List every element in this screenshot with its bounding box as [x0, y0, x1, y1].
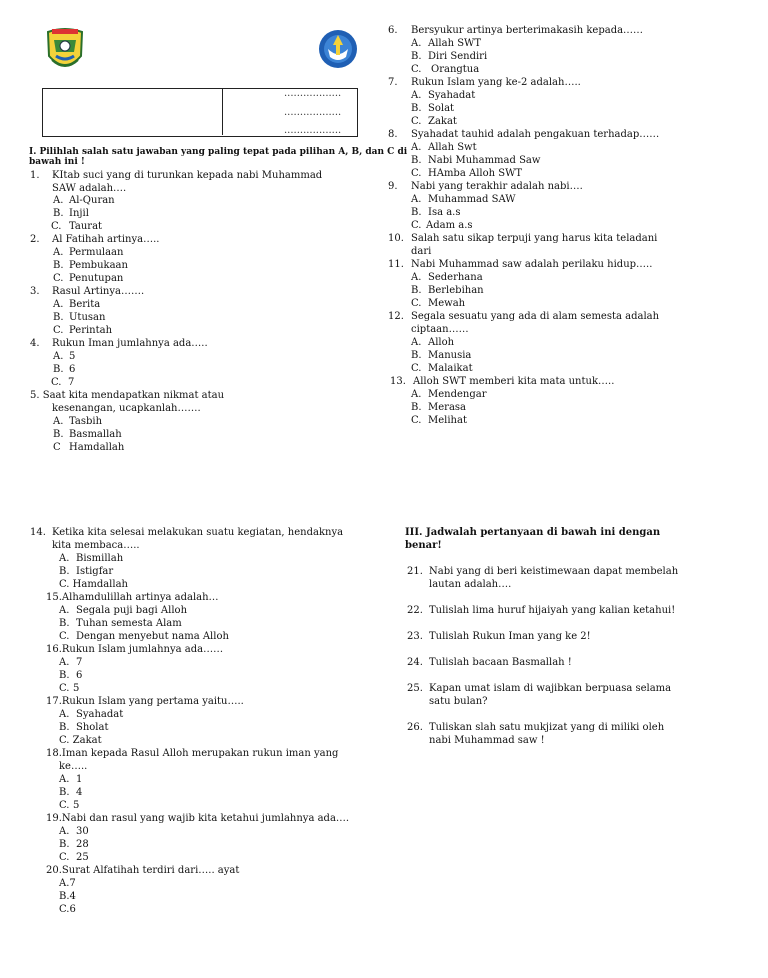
q13-num: 13.: [390, 376, 406, 387]
identity-dots-2: ..................: [284, 107, 342, 118]
q4-option-b: 6: [69, 364, 76, 375]
q18-option-b: 4: [76, 787, 83, 798]
q17-option-c: C. Zakat: [59, 735, 102, 746]
q6-option-c-label: C.: [411, 64, 422, 75]
q5-option-a-label: A.: [53, 416, 64, 427]
q11-num: 11.: [388, 259, 404, 270]
q13-option-c-label: C.: [411, 415, 422, 426]
q16-option-a-label: A.: [59, 657, 70, 668]
q5-text: 5. Saat kita mendapatkan nikmat atau: [30, 390, 225, 401]
q2-num: 2.: [30, 234, 40, 245]
q12-option-a: Alloh: [428, 337, 455, 348]
q15-option-c: Dengan menyebut nama Alloh: [76, 631, 229, 642]
q2-option-a: Permulaan: [69, 247, 124, 258]
q14-option-b-label: B.: [59, 566, 70, 577]
q3-option-c: Perintah: [69, 325, 113, 336]
q19-option-b-label: B.: [59, 839, 70, 850]
q9-option-a-label: A.: [411, 194, 422, 205]
q17-option-a-label: A.: [59, 709, 70, 720]
q8-option-a-label: A.: [411, 142, 422, 153]
regency-emblem-icon: [44, 26, 86, 74]
q11-option-c: Mewah: [428, 298, 466, 309]
q16-option-b: 6: [76, 670, 83, 681]
q13-option-a: Mendengar: [428, 389, 487, 400]
q18-option-a-label: A.: [59, 774, 70, 785]
q6-text: Bersyukur artinya berterimakasih kepada……: [411, 25, 644, 36]
q25-text: Kapan umat islam di wajibkan berpuasa selama: [429, 683, 672, 694]
q12-num: 12.: [388, 311, 404, 322]
q4-option-a: 5: [69, 351, 76, 362]
section3-title-2: benar!: [405, 540, 442, 551]
q7-option-b-label: B.: [411, 103, 422, 114]
q6-option-c: Orangtua: [431, 64, 480, 75]
q2-option-b-label: B.: [53, 260, 64, 271]
q3-text: Rasul Artinya…….: [52, 286, 145, 297]
q13-option-a-label: A.: [411, 389, 422, 400]
q13-option-b-label: B.: [411, 402, 422, 413]
section1-instruction-line1: I. Pilihlah salah satu jawaban yang paling tepat pada pilihan A, B, dan C di: [29, 147, 408, 157]
q9-num: 9.: [388, 181, 398, 192]
q12-option-b-label: B.: [411, 350, 422, 361]
q25-num: 25.: [407, 683, 423, 694]
q6-option-b: Diri Sendiri: [428, 51, 488, 62]
q11-option-b: Berlebihan: [428, 285, 484, 296]
q6-option-a-label: A.: [411, 38, 422, 49]
q22-text: Tulislah lima huruf hijaiyah yang kalian ketahui!: [429, 605, 676, 616]
q9-option-a: Muhammad SAW: [428, 194, 516, 205]
q1-text: KItab suci yang di turunkan kepada nabi Muhammad: [52, 170, 323, 181]
q4-num: 4.: [30, 338, 40, 349]
q12-option-a-label: A.: [411, 337, 422, 348]
q1-option-c-label: C.: [51, 221, 62, 232]
q12-text-2: ciptaan……: [411, 324, 469, 335]
q20-text: 20.Surat Alfatihah terdiri dari….. ayat: [46, 865, 240, 876]
q5-option-b-label: B.: [53, 429, 64, 440]
q9-text: Nabi yang terakhir adalah nabi….: [411, 181, 583, 192]
q13-text: Alloh SWT memberi kita mata untuk…..: [413, 376, 615, 387]
q26-text: Tuliskan slah satu mukjizat yang di miliki oleh: [429, 722, 665, 733]
q5-text-2: kesenangan, ucapkanlah…….: [52, 403, 201, 414]
q8-num: 8.: [388, 129, 398, 140]
q13-option-b: Merasa: [428, 402, 466, 413]
q13-option-c: Melihat: [428, 415, 467, 426]
q16-option-a: 7: [76, 657, 83, 668]
q9-option-c: Adam a.s: [426, 220, 473, 231]
q2-option-c-label: C.: [53, 273, 64, 284]
q5-option-a: Tasbih: [69, 416, 103, 427]
q3-option-a: Berita: [69, 299, 101, 310]
q1-option-a-label: A.: [53, 195, 64, 206]
q14-text-2: kita membaca…..: [52, 540, 140, 551]
q5-option-b: Basmallah: [69, 429, 122, 440]
q21-text: Nabi yang di beri keistimewaan dapat membelah: [429, 566, 679, 577]
q11-option-c-label: C.: [411, 298, 422, 309]
q18-option-a: 1: [76, 774, 83, 785]
q14-num: 14.: [30, 527, 46, 538]
q8-option-b-label: B.: [411, 155, 422, 166]
q19-option-a-label: A.: [59, 826, 70, 837]
q6-num: 6.: [388, 25, 398, 36]
q18-option-c: 5: [73, 800, 80, 811]
q24-num: 24.: [407, 657, 423, 668]
q8-option-a: Allah Swt: [428, 142, 477, 153]
q20-option-b: B.4: [59, 891, 76, 902]
q19-option-c-label: C.: [59, 852, 70, 863]
q12-option-c: Malaikat: [428, 363, 473, 374]
q8-text: Syahadat tauhid adalah pengakuan terhadap……: [411, 129, 660, 140]
q14-option-a: Bismillah: [76, 553, 124, 564]
q10-text: Salah satu sikap terpuji yang harus kita teladani: [411, 233, 658, 244]
q15-option-a: Segala puji bagi Alloh: [76, 605, 188, 616]
q7-option-a: Syahadat: [428, 90, 476, 101]
q3-option-b-label: B.: [53, 312, 64, 323]
q23-text: Tulislah Rukun Iman yang ke 2!: [429, 631, 591, 642]
q1-option-c: Taurat: [69, 221, 103, 232]
q14-option-a-label: A.: [59, 553, 70, 564]
q26-text-2: nabi Muhammad saw !: [429, 735, 545, 746]
q12-text: Segala sesuatu yang ada di alam semesta adalah: [411, 311, 660, 322]
q6-option-b-label: B.: [411, 51, 422, 62]
q10-text-2: dari: [411, 246, 432, 257]
q14-option-c: C. Hamdallah: [59, 579, 128, 590]
q18-option-c-label: C.: [59, 800, 70, 811]
q18-option-b-label: B.: [59, 787, 70, 798]
q9-option-b: Isa a.s: [428, 207, 461, 218]
q17-option-a: Syahadat: [76, 709, 124, 720]
section3-title: III. Jadwalah pertanyaan di bawah ini dengan: [405, 527, 661, 538]
q7-option-c-label: C.: [411, 116, 422, 127]
q7-option-a-label: A.: [411, 90, 422, 101]
q16-option-c-label: C.: [59, 683, 70, 694]
q5-option-c-label: C: [53, 442, 61, 453]
q3-num: 3.: [30, 286, 40, 297]
q5-option-c: Hamdallah: [69, 442, 125, 453]
q19-option-a: 30: [76, 826, 89, 837]
q17-option-b: Sholat: [76, 722, 109, 733]
q4-option-c: 7: [68, 377, 75, 388]
q18-text: 18.Iman kepada Rasul Alloh merupakan rukun iman yang: [46, 748, 339, 759]
q4-option-a-label: A.: [53, 351, 64, 362]
q18-text-2: ke…..: [59, 761, 88, 772]
q16-option-b-label: B.: [59, 670, 70, 681]
q3-option-a-label: A.: [53, 299, 64, 310]
q8-option-c-label: C.: [411, 168, 422, 179]
q15-option-b: Tuhan semesta Alam: [76, 618, 182, 629]
q21-text-2: lautan adalah….: [429, 579, 512, 590]
q17-text: 17.Rukun Islam yang pertama yaitu…..: [46, 696, 244, 707]
tut-wuri-handayani-icon: [318, 27, 358, 73]
q8-option-c: HAmba Alloh SWT: [428, 168, 523, 179]
q3-option-b: Utusan: [69, 312, 106, 323]
identity-dots-1: ..................: [284, 88, 342, 99]
q11-option-b-label: B.: [411, 285, 422, 296]
q23-num: 23.: [407, 631, 423, 642]
q10-num: 10.: [388, 233, 404, 244]
q22-num: 22.: [407, 605, 423, 616]
q7-option-c: Zakat: [428, 116, 457, 127]
q2-text: Al Fatihah artinya…..: [52, 234, 160, 245]
q19-option-b: 28: [76, 839, 89, 850]
q7-option-b: Solat: [428, 103, 455, 114]
q16-option-c: 5: [73, 683, 80, 694]
q25-text-2: satu bulan?: [429, 696, 488, 707]
q2-option-c: Penutupan: [69, 273, 124, 284]
q9-option-b-label: B.: [411, 207, 422, 218]
q7-num: 7.: [388, 77, 398, 88]
q20-option-a: A.7: [59, 878, 76, 889]
identity-box-divider: [222, 88, 223, 135]
q8-option-b: Nabi Muhammad Saw: [428, 155, 541, 166]
q26-num: 26.: [407, 722, 423, 733]
q19-text: 19.Nabi dan rasul yang wajib kita ketahui jumlahnya ada….: [46, 813, 350, 824]
q1-num: 1.: [30, 170, 40, 181]
q1-option-b: Injil: [69, 208, 89, 219]
q11-option-a: Sederhana: [428, 272, 483, 283]
q6-option-a: Allah SWT: [428, 38, 481, 49]
q9-option-c-label: C.: [411, 220, 422, 231]
q15-text: 15.Alhamdulillah artinya adalah…: [46, 592, 219, 603]
q1-option-a: Al-Quran: [69, 195, 115, 206]
q11-option-a-label: A.: [411, 272, 422, 283]
q21-num: 21.: [407, 566, 423, 577]
q16-text: 16.Rukun Islam jumlahnya ada……: [46, 644, 224, 655]
q15-option-c-label: C.: [59, 631, 70, 642]
q4-text: Rukun Iman jumlahnya ada…..: [52, 338, 208, 349]
q1-text-2: SAW adalah….: [52, 183, 127, 194]
q3-option-c-label: C.: [53, 325, 64, 336]
q2-option-b: Pembukaan: [69, 260, 128, 271]
section1-instruction-line2: bawah ini !: [29, 157, 85, 167]
q12-option-b: Manusia: [428, 350, 472, 361]
q1-option-b-label: B.: [53, 208, 64, 219]
q14-option-b: Istigfar: [76, 566, 114, 577]
q15-option-a-label: A.: [59, 605, 70, 616]
q11-text: Nabi Muhammad saw adalah perilaku hidup…..: [411, 259, 653, 270]
q2-option-a-label: A.: [53, 247, 64, 258]
q7-text: Rukun Islam yang ke-2 adalah…..: [411, 77, 581, 88]
identity-dots-3: ..................: [284, 125, 342, 136]
q14-text: Ketika kita selesai melakukan suatu kegiatan, hendaknya: [52, 527, 344, 538]
q15-option-b-label: B.: [59, 618, 70, 629]
q12-option-c-label: C.: [411, 363, 422, 374]
q4-option-c-label: C.: [51, 377, 62, 388]
q24-text: Tulislah bacaan Basmallah !: [429, 657, 572, 668]
q17-option-b-label: B.: [59, 722, 70, 733]
q20-option-c: C.6: [59, 904, 76, 915]
q19-option-c: 25: [76, 852, 89, 863]
q4-option-b-label: B.: [53, 364, 64, 375]
